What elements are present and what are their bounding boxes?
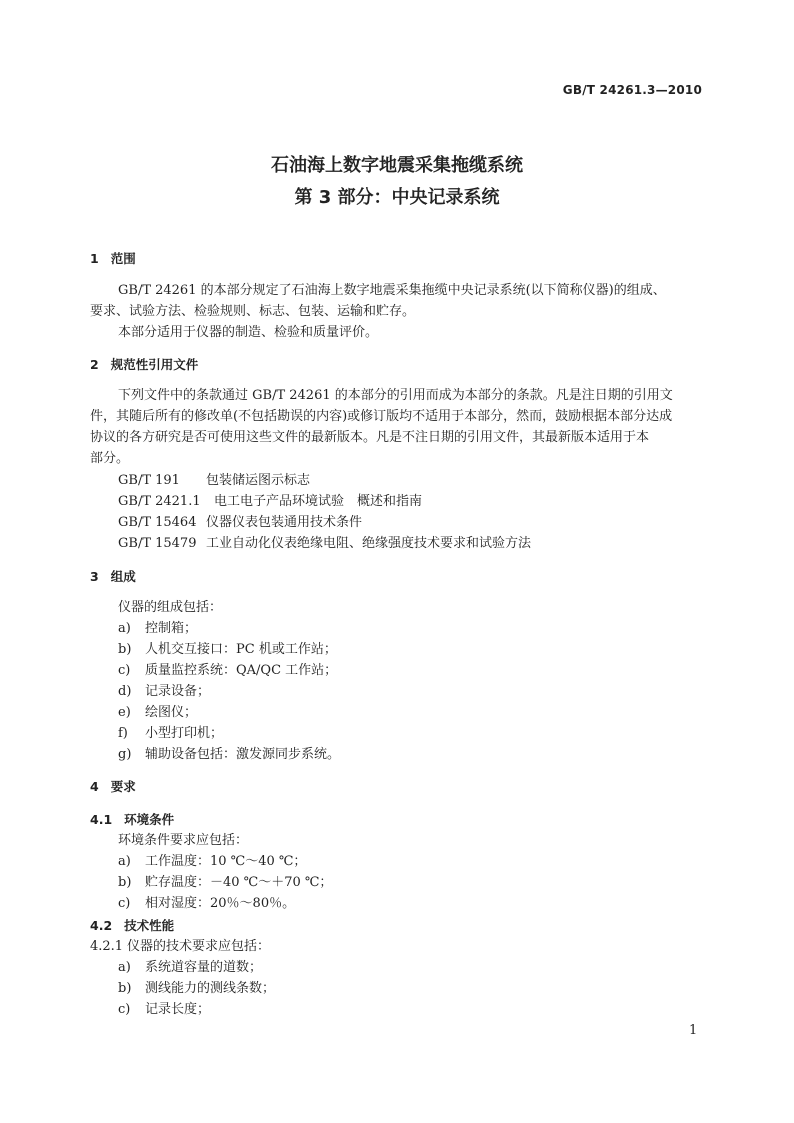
list-item-text: 记录长度； — [145, 1002, 211, 1017]
subsection-4-2-heading — [90, 916, 174, 936]
list-item-text: 工作温度：10 ℃～40 ℃； — [145, 854, 307, 869]
reference-code: GB/T 15479 — [118, 536, 197, 551]
list-item — [118, 894, 295, 914]
paragraph-line: 部分。 — [90, 451, 130, 466]
paragraph-line: GB/T 24261 的本部分规定了石油海上数字地震采集拖缆中央记录系统(以下简称仪器)的组成、 — [118, 283, 666, 298]
paragraph-line: 下列文件中的条款通过 GB/T 24261 的本部分的引用而成为本部分的条款。凡是注日期的引用文 — [118, 388, 673, 403]
reference-item — [118, 471, 310, 491]
paragraph-line: 协议的各方研究是否可使用这些文件的最新版本。凡是不注日期的引用文件，其最新版本适用于本 — [90, 430, 650, 445]
section-2-heading — [90, 355, 198, 375]
list-item-label: e) — [118, 705, 131, 720]
paragraph-line: 件，其随后所有的修改单(不包括勘误的内容)或修订版均不适用于本部分，然而，鼓励根据本部分达成 — [90, 409, 673, 424]
document-title: 石油海上数字地震采集拖缆系统 — [271, 155, 523, 176]
list-item-text: 辅助设备包括：激发源同步系统。 — [145, 747, 341, 762]
document-subtitle: 第 3 部分：中央记录系统 — [294, 187, 500, 208]
subsection-4-1-heading — [90, 810, 174, 830]
subsection-number: 4.1 — [90, 812, 113, 827]
list-item-label: b) — [118, 642, 132, 657]
list-item — [118, 661, 337, 681]
list-item — [118, 745, 340, 765]
section-title: 规范性引用文件 — [110, 357, 199, 372]
standard-code: GB/T 24261.3—2010 — [562, 83, 702, 97]
list-item-label: b) — [118, 875, 132, 890]
reference-code: GB/T 191 — [118, 473, 180, 488]
list-item — [118, 1000, 210, 1020]
section-number: 4 — [90, 779, 99, 794]
list-item — [118, 703, 197, 723]
list-item-label: g) — [118, 747, 132, 762]
reference-name: 包装储运图示标志 — [206, 473, 311, 488]
clause-number: 4.2.1 — [90, 939, 124, 954]
paragraph-line: 要求、试验方法、检验规则、标志、包装、运输和贮存。 — [90, 304, 416, 319]
list-item-label: a) — [118, 960, 131, 975]
section-title: 组成 — [110, 569, 136, 584]
subsection-title: 环境条件 — [124, 812, 175, 827]
section-number: 2 — [90, 357, 99, 372]
list-item-text: 相对湿度：20％～80％。 — [145, 896, 296, 911]
list-item — [118, 979, 275, 999]
list-item-label: a) — [118, 621, 131, 636]
list-item — [118, 958, 262, 978]
page-number: 1 — [689, 1023, 698, 1038]
section-3-heading — [90, 567, 136, 587]
list-item-text: 小型打印机； — [145, 726, 224, 741]
section-number: 1 — [90, 251, 99, 266]
reference-item — [118, 492, 422, 512]
reference-code: GB/T 2421.1 — [118, 494, 201, 509]
section-4-heading — [90, 777, 136, 797]
list-item — [118, 852, 306, 872]
paragraph-line: 本部分适用于仪器的制造、检验和质量评价。 — [118, 325, 379, 340]
list-item-text: 贮存温度：－40 ℃～＋70 ℃； — [145, 875, 333, 890]
section-title: 范围 — [110, 251, 136, 266]
list-item-label: c) — [118, 896, 131, 911]
section-number: 3 — [90, 569, 99, 584]
list-item-label: a) — [118, 854, 131, 869]
reference-code: GB/T 15464 — [118, 515, 197, 530]
reference-name: 工业自动化仪表绝缘电阻、绝缘强度技术要求和试验方法 — [206, 536, 532, 551]
section-title: 要求 — [110, 779, 136, 794]
list-item — [118, 619, 197, 639]
section-1-heading — [90, 249, 136, 269]
list-item-label: c) — [118, 1002, 131, 1017]
list-item-label: c) — [118, 663, 131, 678]
subsection-number: 4.2 — [90, 918, 113, 933]
clause-text: 仪器的技术要求应包括： — [127, 939, 271, 954]
reference-name: 仪器仪表包装通用技术条件 — [206, 515, 363, 530]
reference-item — [118, 534, 531, 554]
list-item-text: 系统道容量的道数； — [145, 960, 263, 975]
reference-name: 电工电子产品环境试验 概述和指南 — [214, 494, 423, 509]
list-item-label: d) — [118, 684, 132, 699]
list-item — [118, 724, 223, 744]
list-item-text: 人机交互接口：PC 机或工作站； — [145, 642, 337, 657]
list-item-text: 控制箱； — [145, 621, 198, 636]
list-item-label: b) — [118, 981, 132, 996]
list-item-text: 测线能力的测线条数； — [145, 981, 276, 996]
list-item — [118, 873, 332, 893]
list-item-label: f) — [118, 726, 128, 741]
paragraph-line: 环境条件要求应包括： — [118, 833, 249, 848]
list-item-text: 质量监控系统：QA/QC 工作站； — [145, 663, 338, 678]
list-item — [118, 640, 337, 660]
list-item-text: 记录设备； — [145, 684, 211, 699]
list-item-text: 绘图仪； — [145, 705, 198, 720]
clause-4-2-1 — [90, 937, 270, 957]
list-item — [118, 682, 210, 702]
paragraph-line: 仪器的组成包括： — [118, 600, 223, 615]
reference-item — [118, 513, 362, 533]
subsection-title: 技术性能 — [124, 918, 175, 933]
